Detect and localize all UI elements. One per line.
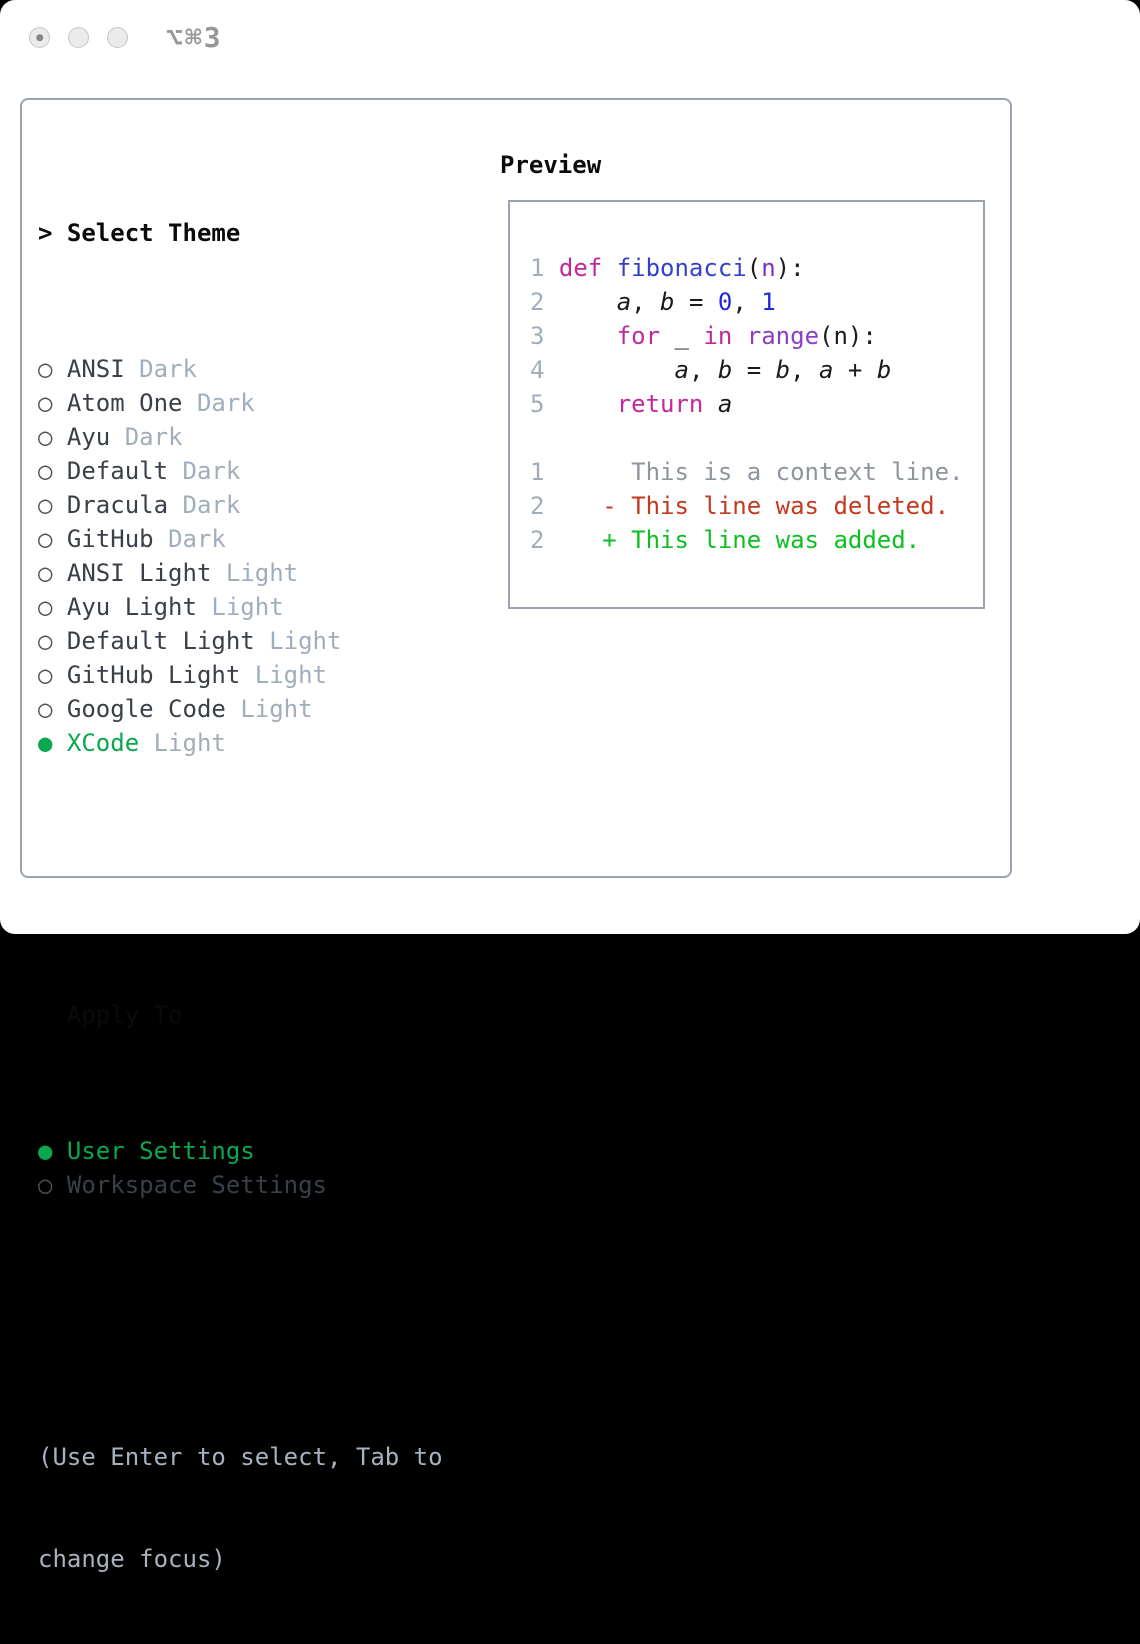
theme-option-github-light[interactable] — [38, 658, 443, 692]
unselected-radio-icon: ○ — [38, 491, 53, 519]
zoom-button[interactable] — [107, 27, 128, 48]
unselected-radio-icon: ○ — [38, 627, 53, 655]
code-token — [559, 458, 602, 486]
code-token: in — [703, 322, 733, 350]
unselected-radio-icon: ○ — [38, 661, 53, 689]
line-number: 2 — [530, 526, 545, 554]
code-token — [559, 492, 602, 520]
code-token: a — [674, 356, 689, 384]
theme-option-atom-one[interactable] — [38, 386, 443, 420]
keyboard-shortcut-label: ⌥⌘3 — [166, 21, 223, 54]
titlebar — [0, 0, 1140, 76]
preview-line — [530, 523, 983, 557]
option-label: GitHub Light — [66, 661, 241, 689]
theme-variant-tag: Dark — [182, 491, 241, 519]
theme-option-ansi[interactable] — [38, 352, 443, 386]
line-number: 1 — [530, 458, 545, 486]
code-token: ): — [775, 254, 805, 282]
line-number: 1 — [530, 254, 545, 282]
line-number: 5 — [530, 390, 545, 418]
preview-title: Preview — [500, 151, 602, 179]
unselected-radio-icon: ○ — [38, 1171, 53, 1199]
theme-option-default[interactable] — [38, 454, 443, 488]
option-label: Google Code — [66, 695, 226, 723]
minimize-button[interactable] — [68, 27, 89, 48]
line-number: 2 — [530, 288, 545, 316]
code-token: + This line was added. — [602, 526, 921, 554]
code-token: 0 — [717, 288, 733, 316]
theme-variant-tag: Light — [254, 661, 327, 689]
code-token: a — [819, 356, 834, 384]
option-label: Dracula — [66, 491, 169, 519]
option-label: User Settings — [66, 1137, 255, 1165]
theme-variant-tag: Light — [269, 627, 342, 655]
theme-variant-tag: Light — [211, 593, 284, 621]
code-token: b — [876, 356, 892, 384]
select-theme-title — [38, 216, 443, 250]
theme-variant-tag: Dark — [168, 525, 226, 553]
option-label: Atom One — [66, 389, 183, 417]
code-token: for — [616, 322, 661, 350]
unselected-radio-icon: ○ — [38, 389, 53, 417]
option-label: XCode — [66, 729, 140, 757]
theme-option-google-code[interactable] — [38, 692, 443, 726]
code-token: return — [616, 390, 718, 418]
option-label: Workspace Settings — [66, 1171, 327, 1199]
preview-line — [530, 353, 983, 387]
apply-option-workspace-settings[interactable] — [38, 1168, 443, 1202]
spacer-row — [38, 1304, 443, 1338]
selected-radio-icon: ● — [38, 1137, 53, 1165]
option-label: Ayu Light — [66, 593, 197, 621]
code-token — [559, 526, 602, 554]
theme-option-ayu[interactable] — [38, 420, 443, 454]
close-button[interactable] — [29, 27, 50, 48]
theme-list — [38, 352, 443, 760]
unselected-radio-icon: ○ — [38, 559, 53, 587]
hint-text-line1: (Use Enter to select, Tab to — [38, 1443, 443, 1471]
preview-line — [530, 489, 983, 523]
unselected-radio-icon: ○ — [38, 457, 53, 485]
preview-line — [530, 285, 983, 319]
preview-line — [530, 421, 983, 455]
preview-box — [508, 200, 985, 609]
focus-caret-icon: > — [38, 219, 53, 247]
code-token: 1 — [761, 288, 776, 316]
unselected-radio-icon: ○ — [38, 593, 53, 621]
theme-option-xcode[interactable] — [38, 726, 443, 760]
spacer-row — [38, 862, 443, 896]
code-token: - This line was deleted. — [602, 492, 950, 520]
code-token: _ — [660, 322, 704, 350]
code-token: = — [674, 288, 718, 316]
line-number: 3 — [530, 322, 545, 350]
code-token: b — [775, 356, 791, 384]
select-theme-title-label: Select Theme — [66, 219, 241, 247]
apply-to-list — [38, 1134, 443, 1202]
line-number: 4 — [530, 356, 545, 384]
theme-variant-tag: Light — [225, 559, 299, 587]
unselected-radio-icon: ○ — [38, 355, 53, 383]
theme-variant-tag: Dark — [124, 423, 183, 451]
code-token: a — [616, 288, 632, 316]
line-number: 2 — [530, 492, 545, 520]
selected-radio-icon: ● — [38, 729, 53, 757]
theme-option-ayu-light[interactable] — [38, 590, 443, 624]
theme-option-default-light[interactable] — [38, 624, 443, 658]
code-token: fibonacci — [616, 254, 747, 282]
code-token — [732, 322, 746, 350]
apply-to-label: Apply To — [66, 1001, 183, 1029]
apply-option-user-settings[interactable] — [38, 1134, 443, 1168]
code-token: def — [558, 254, 617, 282]
option-label: GitHub — [66, 525, 154, 553]
unselected-radio-icon: ○ — [38, 695, 53, 723]
hint-text-line2: change focus) — [38, 1545, 226, 1573]
code-token: + — [833, 356, 877, 384]
code-token: n — [761, 254, 776, 282]
code-token: , — [688, 356, 718, 384]
preview-line — [530, 455, 983, 489]
close-button-dot — [36, 34, 44, 42]
theme-option-ansi-light[interactable] — [38, 556, 443, 590]
code-token: range — [746, 322, 820, 350]
theme-option-github[interactable] — [38, 522, 443, 556]
preview-code — [530, 251, 983, 557]
code-token — [559, 356, 675, 384]
option-label: Default — [66, 457, 169, 485]
theme-variant-tag: Light — [153, 729, 226, 757]
code-token: , — [790, 356, 820, 384]
theme-variant-tag: Dark — [196, 389, 255, 417]
code-token: b — [660, 288, 675, 316]
theme-variant-tag: Dark — [139, 355, 197, 383]
unselected-radio-icon: ○ — [38, 423, 53, 451]
code-token — [559, 390, 617, 418]
preview-line — [530, 387, 983, 421]
code-token: ( — [746, 254, 762, 282]
option-label: Ayu — [66, 423, 111, 451]
theme-option-dracula[interactable] — [38, 488, 443, 522]
preview-line — [530, 319, 983, 353]
code-token — [559, 322, 617, 350]
code-token: b — [717, 356, 733, 384]
code-token — [559, 288, 617, 316]
code-token: = — [732, 356, 776, 384]
option-label: Default Light — [66, 627, 255, 655]
theme-picker — [38, 148, 443, 1644]
code-token: This is a context line. — [602, 458, 964, 486]
theme-variant-tag: Light — [240, 695, 313, 723]
unselected-radio-icon: ○ — [38, 525, 53, 553]
theme-variant-tag: Dark — [182, 457, 241, 485]
code-token: a — [717, 390, 733, 418]
option-label: ANSI — [66, 355, 125, 383]
code-token: , — [732, 288, 762, 316]
preview-line — [530, 251, 983, 285]
option-label: ANSI Light — [66, 559, 212, 587]
code-token: , — [631, 288, 661, 316]
code-token: (n): — [819, 322, 877, 350]
